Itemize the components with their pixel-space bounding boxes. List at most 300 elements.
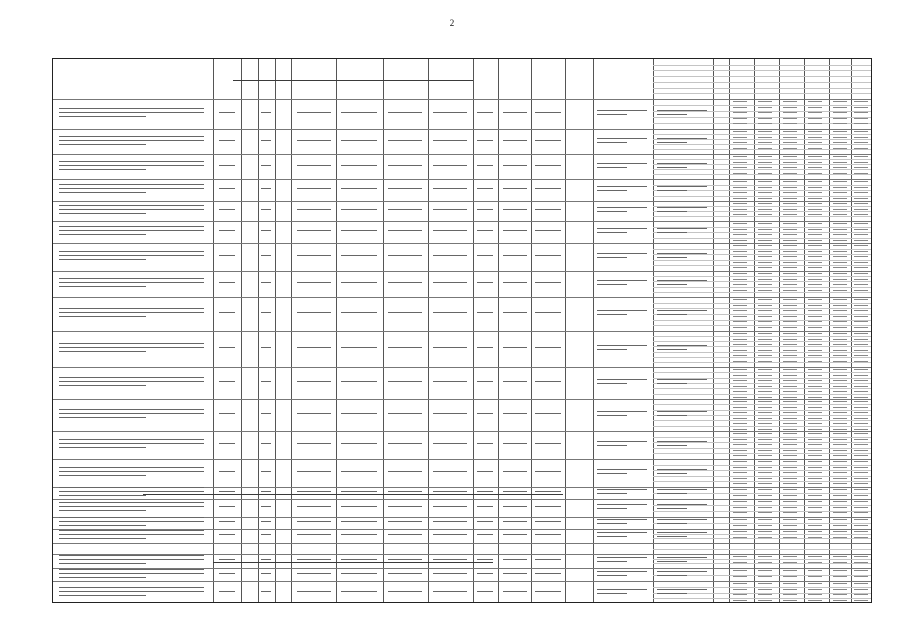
illegible-number: [758, 594, 772, 595]
illegible-text: [657, 142, 687, 143]
illegible-text: [597, 284, 627, 285]
illegible-number: [758, 223, 772, 224]
sub-row-rule: [653, 238, 871, 239]
illegible-text: [59, 517, 204, 518]
illegible-number: [854, 142, 868, 143]
illegible-number: [854, 290, 868, 291]
illegible-text: [657, 523, 687, 524]
illegible-text: [503, 209, 527, 210]
illegible-number: [758, 118, 772, 119]
illegible-number: [833, 198, 847, 199]
illegible-number: [833, 355, 847, 356]
illegible-number: [758, 512, 772, 513]
illegible-number: [854, 162, 868, 163]
illegible-number: [783, 350, 797, 351]
illegible-text: [597, 280, 647, 281]
illegible-text: [597, 142, 627, 143]
row-rule: [53, 431, 871, 432]
illegible-text: [657, 349, 687, 350]
row-rule: [53, 399, 871, 400]
sub-row-rule: [653, 420, 871, 421]
illegible-text: [535, 188, 561, 189]
illegible-number: [783, 433, 797, 434]
illegible-text: [433, 230, 467, 231]
illegible-number: [808, 472, 822, 473]
illegible-number: [808, 576, 822, 577]
section-heading: [53, 59, 653, 99]
illegible-number: [758, 531, 772, 532]
illegible-text: [59, 169, 146, 170]
illegible-number: [833, 209, 847, 210]
illegible-text: [477, 255, 493, 256]
illegible-number: [808, 305, 822, 306]
illegible-number: [854, 251, 868, 252]
illegible-text: [341, 282, 377, 283]
illegible-text: [297, 347, 331, 348]
illegible-text: [657, 207, 707, 208]
illegible-number: [808, 137, 822, 138]
illegible-number: [833, 262, 847, 263]
illegible-text: [261, 559, 271, 560]
illegible-number: [833, 507, 847, 508]
illegible-text: [59, 495, 146, 496]
illegible-text: [59, 447, 146, 448]
illegible-number: [783, 299, 797, 300]
illegible-number: [808, 327, 822, 328]
illegible-number: [733, 198, 747, 199]
illegible-number: [854, 478, 868, 479]
illegible-number: [758, 570, 772, 571]
illegible-number: [854, 375, 868, 376]
illegible-text: [59, 184, 204, 185]
illegible-number: [783, 198, 797, 199]
illegible-number: [783, 472, 797, 473]
illegible-number: [783, 273, 797, 274]
illegible-text: [59, 312, 204, 313]
illegible-text: [477, 165, 493, 166]
illegible-text: [219, 534, 235, 535]
illegible-text: [535, 165, 561, 166]
illegible-number: [733, 418, 747, 419]
illegible-number: [833, 501, 847, 502]
illegible-text: [59, 278, 204, 279]
illegible-number: [733, 361, 747, 362]
illegible-number: [758, 112, 772, 113]
illegible-number: [733, 495, 747, 496]
illegible-text: [388, 591, 422, 592]
illegible-number: [854, 310, 868, 311]
illegible-text: [59, 587, 204, 588]
sub-row-rule: [653, 388, 871, 389]
illegible-text: [597, 575, 627, 576]
illegible-number: [758, 450, 772, 451]
illegible-number: [808, 570, 822, 571]
illegible-text: [597, 253, 647, 254]
illegible-number: [783, 316, 797, 317]
illegible-number: [854, 240, 868, 241]
illegible-text: [261, 534, 271, 535]
illegible-number: [733, 467, 747, 468]
illegible-number: [854, 380, 868, 381]
illegible-text: [341, 255, 377, 256]
illegible-text: [388, 312, 422, 313]
illegible-number: [833, 214, 847, 215]
illegible-text: [535, 230, 561, 231]
illegible-number: [854, 412, 868, 413]
illegible-number: [808, 333, 822, 334]
illegible-text: [597, 593, 627, 594]
illegible-text: [297, 573, 331, 574]
illegible-number: [833, 444, 847, 445]
illegible-number: [808, 245, 822, 246]
illegible-number: [733, 380, 747, 381]
illegible-number: [854, 229, 868, 230]
illegible-number: [758, 327, 772, 328]
illegible-number: [808, 209, 822, 210]
illegible-number: [758, 284, 772, 285]
illegible-text: [219, 491, 235, 492]
illegible-text: [297, 112, 331, 113]
illegible-number: [833, 187, 847, 188]
illegible-number: [733, 600, 747, 601]
illegible-number: [808, 181, 822, 182]
illegible-text: [477, 591, 493, 592]
illegible-number: [833, 375, 847, 376]
illegible-text: [535, 312, 561, 313]
illegible-number: [733, 344, 747, 345]
illegible-text: [59, 471, 204, 472]
illegible-text: [503, 506, 527, 507]
illegible-text: [657, 284, 687, 285]
illegible-text: [341, 381, 377, 382]
row-rule: [53, 581, 871, 582]
illegible-number: [854, 187, 868, 188]
row-rule: [53, 271, 871, 272]
illegible-number: [783, 118, 797, 119]
illegible-number: [854, 439, 868, 440]
sub-row-rule: [653, 169, 871, 170]
illegible-number: [733, 240, 747, 241]
illegible-number: [808, 167, 822, 168]
illegible-text: [535, 591, 561, 592]
illegible-number: [733, 455, 747, 456]
illegible-number: [783, 556, 797, 557]
illegible-text: [219, 573, 235, 574]
illegible-number: [758, 418, 772, 419]
illegible-number: [854, 123, 868, 124]
illegible-text: [657, 314, 687, 315]
illegible-number: [733, 412, 747, 413]
illegible-text: [657, 280, 707, 281]
illegible-text: [657, 114, 687, 115]
illegible-text: [59, 417, 146, 418]
illegible-number: [854, 284, 868, 285]
illegible-text: [341, 471, 377, 472]
illegible-text: [59, 226, 204, 227]
row-rule: [53, 129, 871, 130]
illegible-number: [854, 407, 868, 408]
illegible-number: [783, 187, 797, 188]
illegible-text: [59, 591, 204, 592]
illegible-number: [783, 148, 797, 149]
illegible-text: [219, 230, 235, 231]
illegible-number: [808, 507, 822, 508]
illegible-text: [433, 165, 467, 166]
illegible-number: [808, 444, 822, 445]
illegible-number: [808, 380, 822, 381]
illegible-number: [833, 429, 847, 430]
illegible-number: [783, 512, 797, 513]
illegible-number: [733, 531, 747, 532]
illegible-number: [783, 507, 797, 508]
row-rule: [53, 243, 871, 244]
illegible-number: [733, 397, 747, 398]
illegible-text: [657, 575, 687, 576]
illegible-number: [783, 142, 797, 143]
illegible-text: [597, 207, 647, 208]
illegible-number: [854, 489, 868, 490]
sub-row-rule: [653, 144, 871, 145]
illegible-text: [261, 413, 271, 414]
illegible-number: [733, 375, 747, 376]
illegible-text: [388, 506, 422, 507]
illegible-number: [808, 450, 822, 451]
row-rule: [53, 221, 871, 222]
illegible-number: [833, 192, 847, 193]
row-rule: [53, 179, 871, 180]
illegible-number: [783, 361, 797, 362]
illegible-text: [657, 593, 687, 594]
illegible-number: [808, 267, 822, 268]
illegible-text: [657, 571, 707, 572]
illegible-text: [59, 525, 146, 526]
illegible-number: [854, 181, 868, 182]
illegible-text: [477, 573, 493, 574]
illegible-text: [297, 282, 331, 283]
illegible-number: [854, 299, 868, 300]
budget-table: [52, 58, 872, 603]
illegible-text: [597, 228, 647, 229]
illegible-number: [783, 589, 797, 590]
illegible-number: [833, 273, 847, 274]
illegible-text: [59, 165, 204, 166]
illegible-number: [854, 203, 868, 204]
illegible-number: [758, 386, 772, 387]
sub-row-rule: [653, 426, 871, 427]
illegible-number: [854, 112, 868, 113]
illegible-number: [854, 418, 868, 419]
illegible-number: [808, 423, 822, 424]
illegible-text: [503, 591, 527, 592]
illegible-number: [758, 214, 772, 215]
illegible-number: [758, 107, 772, 108]
illegible-number: [833, 407, 847, 408]
illegible-text: [433, 534, 467, 535]
illegible-number: [833, 401, 847, 402]
illegible-number: [808, 173, 822, 174]
illegible-text: [477, 534, 493, 535]
illegible-number: [733, 489, 747, 490]
illegible-text: [59, 251, 204, 252]
illegible-number: [758, 162, 772, 163]
illegible-text: [297, 381, 331, 382]
illegible-text: [657, 489, 707, 490]
illegible-number: [808, 401, 822, 402]
illegible-number: [854, 209, 868, 210]
illegible-number: [854, 391, 868, 392]
illegible-number: [783, 501, 797, 502]
illegible-number: [833, 467, 847, 468]
illegible-text: [219, 282, 235, 283]
illegible-number: [733, 525, 747, 526]
illegible-number: [783, 423, 797, 424]
illegible-text: [535, 471, 561, 472]
illegible-number: [833, 583, 847, 584]
illegible-number: [758, 229, 772, 230]
illegible-number: [808, 589, 822, 590]
row-rule: [53, 99, 871, 100]
illegible-text: [297, 413, 331, 414]
section-heading: [53, 487, 653, 499]
illegible-text: [433, 573, 467, 574]
illegible-number: [833, 397, 847, 398]
illegible-number: [833, 576, 847, 577]
illegible-text: [433, 559, 467, 560]
illegible-number: [833, 327, 847, 328]
illegible-text: [657, 310, 707, 311]
illegible-number: [733, 101, 747, 102]
illegible-text: [657, 232, 687, 233]
illegible-text: [597, 186, 647, 187]
illegible-number: [808, 439, 822, 440]
illegible-number: [833, 439, 847, 440]
illegible-number: [833, 131, 847, 132]
illegible-text: [433, 112, 467, 113]
illegible-text: [477, 209, 493, 210]
illegible-number: [733, 478, 747, 479]
illegible-number: [833, 305, 847, 306]
illegible-number: [783, 203, 797, 204]
illegible-text: [59, 230, 204, 231]
illegible-number: [783, 223, 797, 224]
illegible-number: [854, 107, 868, 108]
illegible-number: [733, 339, 747, 340]
illegible-number: [758, 299, 772, 300]
illegible-number: [833, 245, 847, 246]
illegible-number: [833, 284, 847, 285]
illegible-text: [341, 230, 377, 231]
illegible-text: [657, 211, 687, 212]
illegible-text: [59, 577, 146, 578]
illegible-number: [833, 594, 847, 595]
row-rule: [53, 297, 871, 298]
illegible-text: [433, 140, 467, 141]
illegible-number: [783, 229, 797, 230]
illegible-number: [783, 192, 797, 193]
illegible-number: [758, 355, 772, 356]
illegible-number: [783, 461, 797, 462]
illegible-number: [733, 355, 747, 356]
illegible-number: [783, 123, 797, 124]
illegible-number: [808, 198, 822, 199]
illegible-number: [783, 519, 797, 520]
illegible-text: [341, 491, 377, 492]
illegible-text: [657, 411, 707, 412]
illegible-number: [783, 279, 797, 280]
sub-row-rule: [653, 394, 871, 395]
illegible-text: [657, 138, 707, 139]
illegible-number: [833, 380, 847, 381]
illegible-number: [733, 123, 747, 124]
illegible-number: [854, 339, 868, 340]
sub-row-rule: [653, 303, 871, 304]
illegible-text: [597, 167, 627, 168]
illegible-text: [59, 116, 146, 117]
illegible-number: [808, 234, 822, 235]
illegible-number: [783, 455, 797, 456]
illegible-number: [733, 589, 747, 590]
illegible-text: [597, 469, 647, 470]
illegible-text: [657, 532, 707, 533]
sub-row-rule: [653, 164, 871, 165]
illegible-number: [854, 156, 868, 157]
illegible-number: [808, 251, 822, 252]
illegible-number: [854, 273, 868, 274]
illegible-text: [219, 188, 235, 189]
illegible-number: [833, 229, 847, 230]
illegible-number: [733, 192, 747, 193]
illegible-number: [854, 467, 868, 468]
sub-row-rule: [653, 465, 871, 466]
illegible-number: [758, 429, 772, 430]
illegible-text: [433, 506, 467, 507]
illegible-text: [657, 493, 687, 494]
illegible-text: [657, 441, 707, 442]
illegible-number: [758, 495, 772, 496]
illegible-number: [758, 461, 772, 462]
illegible-number: [854, 333, 868, 334]
illegible-number: [854, 386, 868, 387]
illegible-number: [808, 433, 822, 434]
illegible-text: [261, 230, 271, 231]
illegible-text: [657, 190, 687, 191]
illegible-number: [833, 339, 847, 340]
illegible-text: [297, 140, 331, 141]
illegible-number: [733, 570, 747, 571]
illegible-text: [503, 491, 527, 492]
sub-row-rule: [653, 538, 871, 539]
illegible-number: [833, 344, 847, 345]
illegible-number: [758, 273, 772, 274]
illegible-number: [854, 512, 868, 513]
illegible-text: [503, 255, 527, 256]
sub-row-rule: [653, 287, 871, 288]
illegible-number: [808, 101, 822, 102]
illegible-number: [808, 556, 822, 557]
illegible-number: [854, 279, 868, 280]
illegible-number: [808, 240, 822, 241]
illegible-number: [783, 245, 797, 246]
illegible-number: [733, 137, 747, 138]
illegible-number: [758, 267, 772, 268]
sub-row-rule: [653, 292, 871, 293]
illegible-text: [59, 491, 204, 492]
illegible-number: [808, 187, 822, 188]
illegible-number: [758, 439, 772, 440]
illegible-text: [433, 347, 467, 348]
illegible-text: [535, 506, 561, 507]
sub-row-rule: [653, 341, 871, 342]
